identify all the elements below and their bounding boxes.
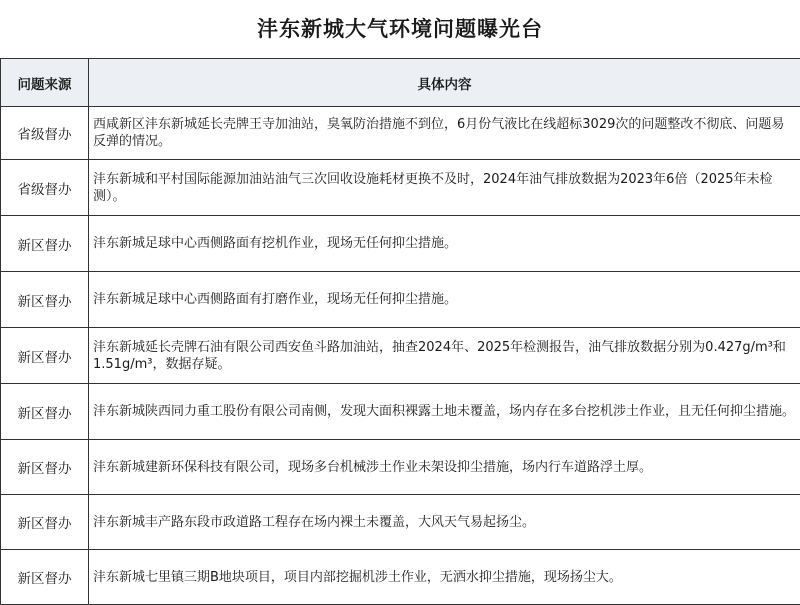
row-content: 沣东新城延长壳牌石油有限公司西安鱼斗路加油站，抽查2024年、2025年检测报告，油气排放数据分别为0.427g/m³和1.51g/m³，数据存疑。	[89, 328, 800, 384]
row-source: 新区督办	[1, 216, 89, 272]
row-content: 沣东新城足球中心西侧路面有挖机作业，现场无任何抑尘措施。	[89, 216, 800, 272]
row-source: 新区督办	[1, 550, 89, 605]
table-header-row	[1, 59, 800, 107]
row-source: 省级督办	[1, 107, 89, 160]
table-row	[1, 384, 800, 440]
header-content: 具体内容	[89, 59, 800, 107]
row-source: 新区督办	[1, 440, 89, 495]
row-content: 沣东新城建新环保科技有限公司，现场多台机械涉土作业未架设抑尘措施，场内行车道路浮土厚。	[89, 440, 800, 495]
page-title: 沣东新城大气环境问题曝光台	[0, 0, 800, 58]
row-content: 沣东新城七里镇三期B地块项目，项目内部挖掘机涉土作业，无洒水抑尘措施，现场扬尘大。	[89, 550, 800, 605]
header-source: 问题来源	[1, 59, 89, 107]
row-content: 西咸新区沣东新城延长壳牌王寺加油站，臭氧防治措施不到位，6月份气液比在线超标3029次的问题整改不彻底、问题易反弹的情况。	[89, 107, 800, 160]
table-row	[1, 440, 800, 495]
row-content: 沣东新城足球中心西侧路面有打磨作业，现场无任何抑尘措施。	[89, 272, 800, 328]
row-content: 沣东新城陕西同力重工股份有限公司南侧，发现大面积裸露土地未覆盖，场内存在多台挖机涉土作业，且无任何抑尘措施。	[89, 384, 800, 440]
table-row	[1, 550, 800, 605]
row-content: 沣东新城丰产路东段市政道路工程存在场内裸土未覆盖，大风天气易起扬尘。	[89, 495, 800, 550]
table-row	[1, 272, 800, 328]
issues-table	[0, 58, 800, 605]
table-row	[1, 216, 800, 272]
row-source: 新区督办	[1, 328, 89, 384]
row-content: 沣东新城和平村国际能源加油站油气三次回收设施耗材更换不及时，2024年油气排放数据为2023年6倍（2025年未检测）。	[89, 160, 800, 216]
table-row	[1, 328, 800, 384]
table-row	[1, 495, 800, 550]
row-source: 省级督办	[1, 160, 89, 216]
row-source: 新区督办	[1, 384, 89, 440]
row-source: 新区督办	[1, 272, 89, 328]
row-source: 新区督办	[1, 495, 89, 550]
table-row	[1, 160, 800, 216]
table-row	[1, 107, 800, 160]
